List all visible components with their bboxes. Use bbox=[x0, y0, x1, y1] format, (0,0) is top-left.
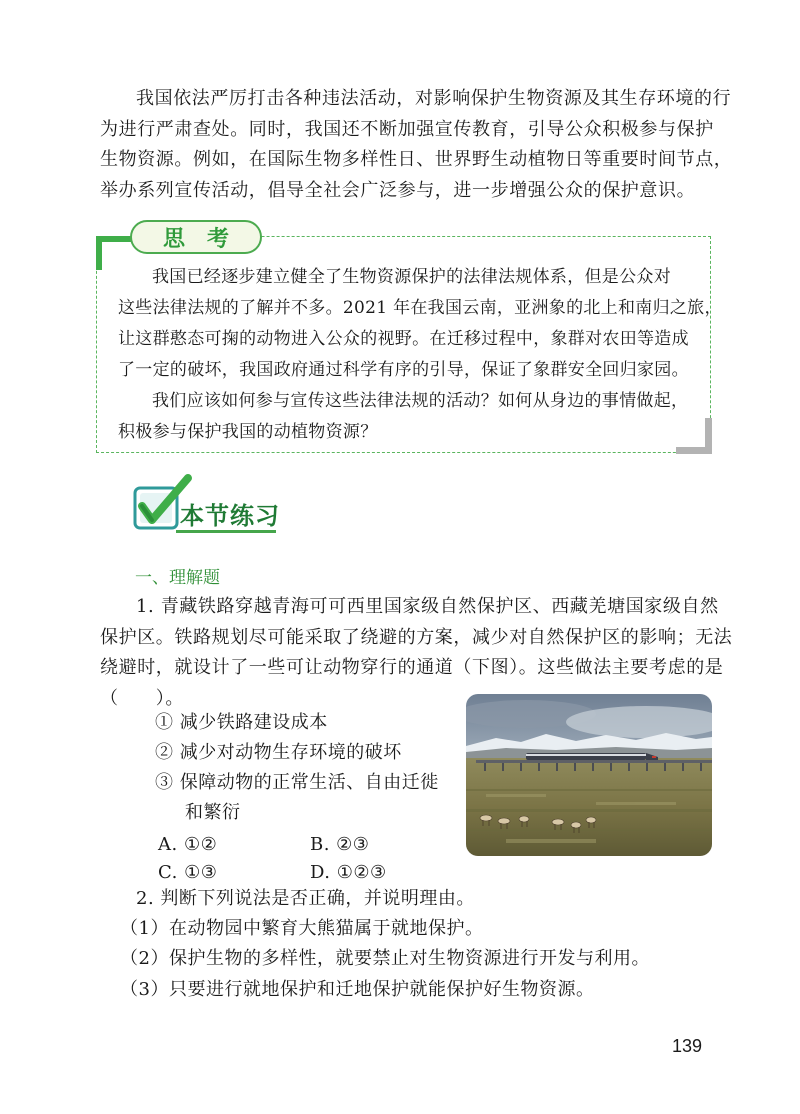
choice-d: D. ①②③ bbox=[310, 862, 387, 883]
question-1-line: 1. 青藏铁路穿越青海可可西里国家级自然保护区、西藏羌塘国家级自然 bbox=[136, 596, 719, 617]
think-line: 让这群憨态可掬的动物进入公众的视野。在迁移过程中，象群对农田等造成 bbox=[118, 329, 689, 349]
question-2-item-1: （1）在动物园中繁育大熊猫属于就地保护。 bbox=[120, 918, 484, 939]
intro-line: 为进行严肃查处。同时，我国还不断加强宣传教育，引导公众积极参与保护 bbox=[100, 118, 714, 140]
question-1-line: 绕避时，就设计了一些可让动物穿行的通道（下图）。这些做法主要考虑的是 bbox=[100, 657, 724, 678]
statement-3: ③ 保障动物的正常生活、自由迁徙 bbox=[155, 772, 439, 793]
think-title: 思考 bbox=[130, 220, 262, 254]
think-line: 我们应该如何参与宣传这些法律法规的活动？如何从身边的事情做起， bbox=[152, 391, 689, 411]
question-1-line: 保护区。铁路规划尽可能采取了绕避的方案，减少对自然保护区的影响；无法 bbox=[100, 626, 733, 648]
choice-b: B. ②③ bbox=[310, 834, 370, 855]
choice-c: C. ①③ bbox=[158, 862, 218, 883]
think-box-corner-shadow bbox=[676, 447, 712, 454]
intro-line: 生物资源。例如，在国际生物多样性日、世界野生动植物日等重要时间节点， bbox=[100, 149, 733, 170]
statement-3-continued: 和繁衍 bbox=[185, 802, 241, 823]
section-title-underline bbox=[176, 530, 276, 533]
intro-line: 我国依法严厉打击各种违法活动，对影响保护生物资源及其生存环境的行 bbox=[136, 88, 732, 109]
page-number: 139 bbox=[672, 1036, 703, 1056]
think-line: 积极参与保护我国的动植物资源？ bbox=[118, 422, 378, 442]
question-heading: 一、理解题 bbox=[135, 568, 220, 588]
question-2-stem: 2. 判断下列说法是否正确，并说明理由。 bbox=[136, 888, 475, 909]
section-title: 本节练习 bbox=[180, 502, 280, 530]
think-line: 这些法律法规的了解并不多。2021 年在我国云南，亚洲象的北上和南归之旅， bbox=[118, 298, 722, 318]
question-2-item-2: （2）保护生物的多样性，就要禁止对生物资源进行开发与利用。 bbox=[120, 948, 650, 969]
choice-a: A. ①② bbox=[158, 834, 218, 855]
railway-wildlife-photo bbox=[466, 694, 712, 856]
statement-1: ① 减少铁路建设成本 bbox=[155, 712, 328, 733]
intro-line: 举办系列宣传活动，倡导全社会广泛参与，进一步增强公众的保护意识。 bbox=[100, 179, 696, 201]
think-box-corner-accent bbox=[96, 236, 132, 242]
question-2-item-3: （3）只要进行就地保护和迁地保护就能保护好生物资源。 bbox=[120, 979, 595, 1000]
think-text bbox=[118, 262, 722, 448]
statement-2: ② 减少对动物生存环境的破坏 bbox=[155, 742, 402, 763]
think-line: 了一定的破坏，我国政府通过科学有序的引导，保证了象群安全回归家园。 bbox=[118, 360, 689, 380]
question-1-line: （ ）。 bbox=[100, 687, 184, 709]
think-line: 我国已经逐步建立健全了生物资源保护的法律法规体系，但是公众对 bbox=[152, 267, 671, 287]
intro-paragraph bbox=[100, 84, 733, 206]
